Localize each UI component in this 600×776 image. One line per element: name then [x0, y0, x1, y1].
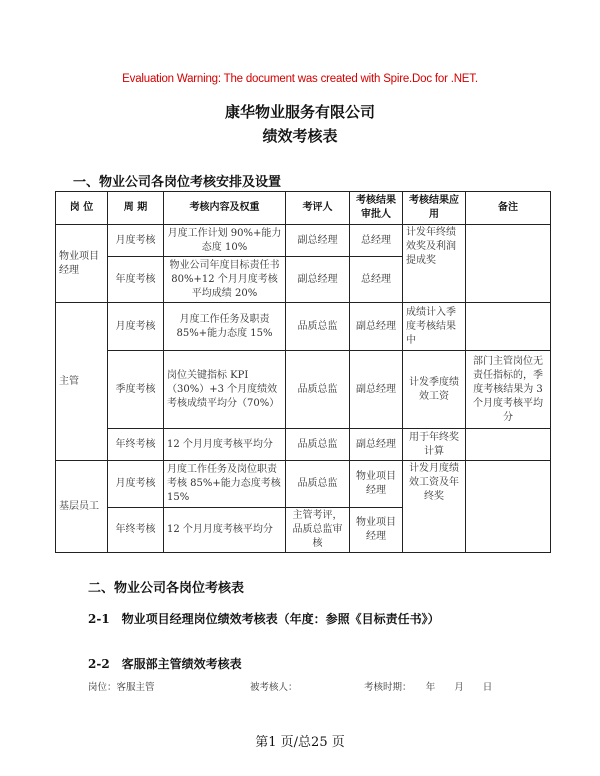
subsection-2-1: 2-1 物业项目经理岗位绩效考核表（年度：参照《目标责任书》）: [88, 612, 440, 626]
cell-approver: 总经理: [350, 257, 403, 303]
cell-evaluator: 副总经理: [286, 225, 350, 257]
document-title: 绩效考核表: [262, 127, 338, 145]
cell-approver: 物业项目经理: [350, 508, 403, 553]
cell-approver: 总经理: [350, 225, 403, 257]
cell-period: 月度考核: [108, 225, 164, 257]
cell-content: 月度工作任务及岗位职责考核 85%+能力态度考核 15%: [164, 461, 286, 508]
section-heading-2: 二、物业公司各岗位考核表: [88, 581, 245, 596]
cell-approver: 物业项目经理: [350, 461, 403, 508]
cell-period: 月度考核: [108, 303, 164, 351]
cell-evaluator: 主管考评，品质总监审核: [286, 508, 350, 553]
cell-content: 月度工作任务及职责 85%+能力态度 15%: [164, 303, 286, 351]
cell-period: 月度考核: [108, 461, 164, 508]
cell-position: 主管: [56, 303, 108, 461]
cell-content: 月度工作计划 90%+能力 态度 10%: [164, 225, 286, 257]
cell-period: 年终考核: [108, 508, 164, 553]
cell-position: 基层员工: [56, 461, 108, 553]
cell-evaluator: 品质总监: [286, 429, 350, 461]
cell-application: 成绩计入季度考核结果中: [403, 303, 466, 351]
header-period: 周 期: [108, 192, 164, 225]
header-position: 岗 位: [56, 192, 108, 225]
header-approver: 考核结果审批人: [350, 192, 403, 225]
cell-approver: 副总经理: [350, 429, 403, 461]
cell-content: 岗位关键指标 KPI（30%）+3 个月度绩效考核成绩平均分（70%）: [164, 351, 286, 429]
cell-application: 计发季度绩效工资: [403, 351, 466, 429]
header-application: 考核结果应用: [403, 192, 466, 225]
table-row: [56, 351, 551, 429]
cell-evaluator: 品质总监: [286, 303, 350, 351]
form-assessee: 被考核人：: [250, 682, 298, 693]
cell-application: 计发年终绩效奖及利润提成奖: [403, 225, 466, 303]
cell-note: [466, 429, 551, 461]
header-evaluator: 考评人: [286, 192, 350, 225]
cell-note: 部门主管岗位无责任指标的，季度考核结果为 3 个月度考核平均分: [466, 351, 551, 429]
cell-position: 物业项目经理: [56, 225, 108, 303]
table-row: [56, 461, 551, 508]
assessment-schedule-table: [55, 191, 551, 553]
cell-period: 季度考核: [108, 351, 164, 429]
form-position: 岗位：客服主管: [88, 682, 155, 693]
cell-period: 年度考核: [108, 257, 164, 303]
cell-note: [466, 461, 551, 553]
evaluation-warning: Evaluation Warning: The document was created with Spire.Doc for .NET.: [122, 73, 478, 85]
cell-note: [466, 225, 551, 303]
cell-evaluator: 副总经理: [286, 257, 350, 303]
page-footer: 第1 页/总25 页: [255, 735, 345, 750]
section-heading-1: 一、物业公司各岗位考核安排及设置: [73, 175, 282, 190]
cell-content: 12 个月月度考核平均分: [164, 429, 286, 461]
table-row: [56, 429, 551, 461]
cell-note: [466, 303, 551, 351]
cell-content: 物业公司年度目标责任书 80%+12 个月月度考核平均成绩 20%: [164, 257, 286, 303]
cell-approver: 副总经理: [350, 303, 403, 351]
form-period: 考核时期： 年 月 日: [364, 682, 493, 693]
header-content: 考核内容及权重: [164, 192, 286, 225]
cell-application: 计发月度绩效工资及年终奖: [403, 461, 466, 553]
subsection-2-2: 2-2 客服部主管绩效考核表: [88, 657, 242, 671]
cell-application: 用于年终奖计算: [403, 429, 466, 461]
table-header-row: [56, 192, 551, 225]
table-row: [56, 303, 551, 351]
cell-evaluator: 品质总监: [286, 461, 350, 508]
cell-approver: 副总经理: [350, 351, 403, 429]
header-note: 备注: [466, 192, 551, 225]
table-row: [56, 225, 551, 257]
company-name: 康华物业服务有限公司: [224, 103, 375, 121]
cell-content: 12 个月月度考核平均分: [164, 508, 286, 553]
cell-period: 年终考核: [108, 429, 164, 461]
cell-evaluator: 品质总监: [286, 351, 350, 429]
